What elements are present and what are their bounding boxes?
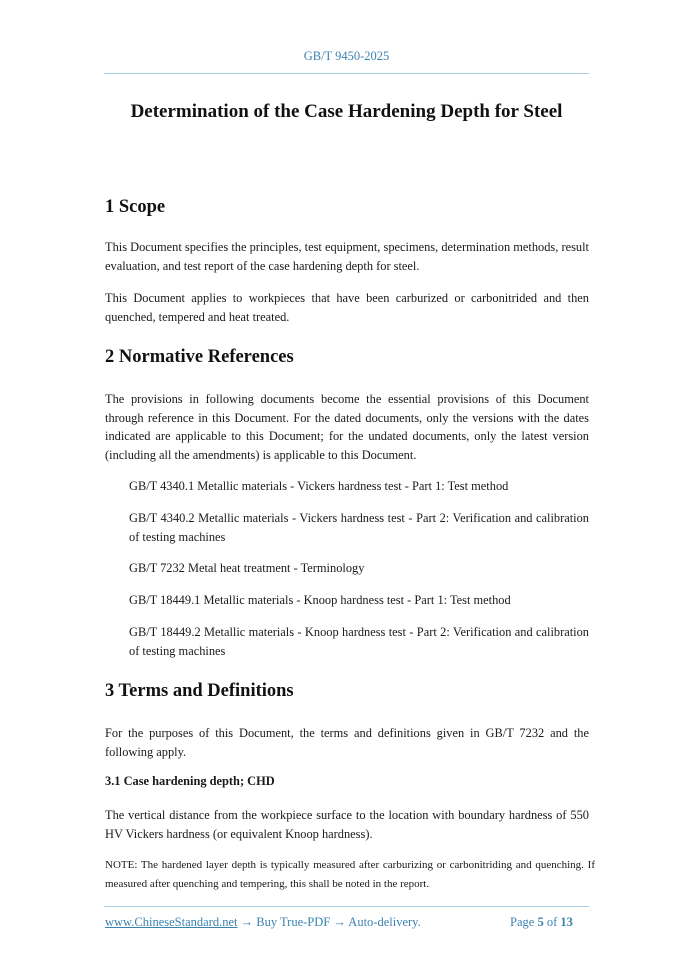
paragraph: The provisions in following documents become the essential provisions of this Document through reference in this Document. For the dated documents, only the versions with the dates indicated are applicable to this Document; for the undated documents, only the latest version (including all the amendments) is applicable to this Document. — [105, 392, 589, 462]
term-heading: 3.1 Case hardening depth; CHD — [105, 774, 275, 788]
page-total: 13 — [560, 915, 573, 929]
reference-item: GB/T 18449.2 Metallic materials - Knoop hardness test - Part 2: Verification and calibration of testing machines — [129, 625, 589, 658]
footer-buy-text: → Buy True-PDF — [240, 915, 331, 929]
reference-item: GB/T 4340.1 Metallic materials - Vickers hardness test - Part 1: Test method — [129, 479, 509, 493]
reference-item: GB/T 7232 Metal heat treatment - Terminology — [129, 561, 365, 575]
website-link[interactable]: www.ChineseStandard.net — [105, 915, 238, 929]
section-heading-normative: 2 Normative References — [105, 347, 294, 367]
document-header-id: GB/T 9450-2025 — [303, 49, 390, 63]
term-definition: The vertical distance from the workpiece surface to the location with boundary hardness of 550 HV Vickers hardness (or equivalent Knoop hardness). — [105, 808, 589, 841]
of-label: of — [546, 915, 558, 929]
footer-promo — [105, 915, 421, 930]
paragraph: This Document specifies the principles, test equipment, specimens, determination methods, result evaluation, and test report of the case hardening depth for steel. — [105, 240, 589, 273]
document-title: Determination of the Case Hardening Depth for Steel — [130, 101, 563, 122]
reference-item: GB/T 18449.1 Metallic materials - Knoop hardness test - Part 1: Test method — [129, 593, 511, 607]
page-label: Page — [510, 915, 535, 929]
note: NOTE: The hardened layer depth is typically measured after carburizing or carbonitriding and quenching. If measured after quenching and tempering, this shall be noted in the report. — [105, 859, 595, 890]
footer-delivery-text: → Auto-delivery. — [333, 915, 421, 929]
page-indicator — [510, 915, 573, 930]
paragraph: For the purposes of this Document, the terms and definitions given in GB/T 7232 and the following apply. — [105, 726, 589, 759]
reference-item: GB/T 4340.2 Metallic materials - Vickers hardness test - Part 2: Verification and calibration of testing machines — [129, 511, 589, 544]
section-heading-terms: 3 Terms and Definitions — [105, 681, 294, 701]
footer-divider — [104, 906, 589, 907]
page-number: 5 — [537, 915, 544, 929]
header-divider — [104, 73, 589, 74]
paragraph: This Document applies to workpieces that have been carburized or carbonitrided and then quenched, tempered and heat treated. — [105, 291, 589, 324]
section-heading-scope: 1 Scope — [105, 197, 166, 217]
